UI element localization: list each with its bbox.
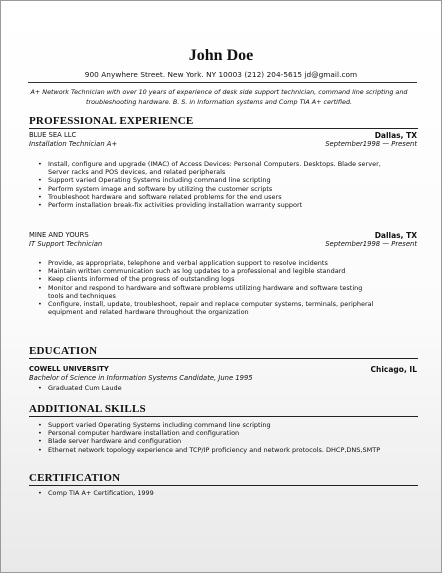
job-1-duties [41, 160, 417, 209]
list-item: • Configure, install, update, troubleshoot, repair and replace computer systems, terminals, peripheral [41, 300, 417, 308]
degree: Bachelor of Science in Information Systems Candidate, June 1995 [29, 374, 253, 382]
job-role: Installation Technician A+ [29, 140, 118, 148]
job-dates: September1998 — Present [325, 240, 417, 248]
list-item: • Graduated Cum Laude [41, 384, 417, 392]
list-item: • Keep clients informed of the progress of outstanding logs [41, 275, 417, 283]
education-heading: EDUCATION [29, 345, 98, 357]
experience-divider [29, 128, 418, 129]
certification-list [41, 489, 417, 497]
list-item: • Troubleshoot hardware and software related problems for the end users [41, 193, 417, 201]
list-item-continuation: equipment and related hardware throughout the organization [48, 308, 249, 317]
list-item: • Personal computer hardware installation and configuration [41, 429, 417, 437]
education-honors [41, 384, 417, 392]
school-city: Chicago, IL [370, 365, 417, 374]
candidate-name: John Doe [188, 47, 254, 64]
summary [1, 87, 437, 107]
certification-divider [29, 485, 418, 486]
list-item: • Monitor and respond to hardware and software problems utilizing hardware and software testing [41, 284, 417, 292]
job-1-meta [325, 131, 417, 149]
experience-heading: PROFESSIONAL EXPERIENCE [29, 115, 194, 127]
education-meta [371, 365, 417, 374]
school-name: COWELL UNIVERSITY [29, 365, 109, 373]
list-item: • Perform system image and software by utilizing the customer scripts [41, 185, 417, 193]
list-item-continuation: Server racks and POS devices, and related peripherals [48, 168, 226, 177]
contact-line: 900 Anywhere Street. New York. NY 10003 (212) 204-5615 jd@gmail.com [84, 70, 358, 79]
list-item: • Provide, as appropriate, telephone and verbal application support to resolve incidents [41, 259, 417, 267]
list-item-continuation: tools and techniques [48, 291, 116, 300]
skills-divider [29, 416, 418, 417]
list-item: • Perform installation break-fix activities providing installation warranty support [41, 201, 417, 209]
job-city: Dallas, TX [374, 131, 417, 140]
job-2-meta [325, 231, 417, 249]
job-company: MINE AND YOURS [29, 231, 89, 239]
list-item: • Comp TIA A+ Certification, 1999 [41, 489, 417, 497]
job-role: IT Support Technician [29, 240, 103, 248]
certification-heading: CERTIFICATION [29, 472, 121, 484]
job-company: BLUE SEA LLC [29, 131, 77, 139]
job-dates: September1998 — Present [325, 140, 417, 148]
education-entry [29, 365, 253, 383]
list-item [41, 308, 417, 316]
job-1 [29, 131, 117, 149]
list-item: • Support varied Operating Systems including command line scripting [41, 421, 417, 429]
header-divider [28, 82, 417, 83]
skills-heading: ADDITIONAL SKILLS [29, 403, 146, 415]
education-divider [29, 358, 418, 359]
skills-list [41, 421, 417, 454]
summary-line: A+ Network Technician with over 10 years of experience of desk side support technician, command line scripting and [30, 88, 408, 96]
list-item: • Blade server hardware and configuration [41, 437, 417, 445]
list-item [41, 292, 417, 300]
list-item: • Ethernet network topology experience and TCP/IP proficiency and network protocols. DHCP,DNS,SMTP [41, 446, 417, 454]
job-city: Dallas, TX [374, 231, 417, 240]
summary-line: troubleshooting hardware. B. S. in Information systems and Comp TIA A+ certified. [85, 98, 353, 106]
job-2 [29, 231, 102, 249]
list-item: • Support varied Operating Systems including command line scripting [41, 176, 417, 184]
list-item: • Maintain written communication such as log updates to a professional and legible standard [41, 267, 417, 275]
list-item: • Install, configure and upgrade (IMAC) of Access Devices: Personal Computers. Desktops. Blade server, [41, 160, 417, 168]
list-item [41, 168, 417, 176]
job-2-duties [41, 259, 417, 316]
